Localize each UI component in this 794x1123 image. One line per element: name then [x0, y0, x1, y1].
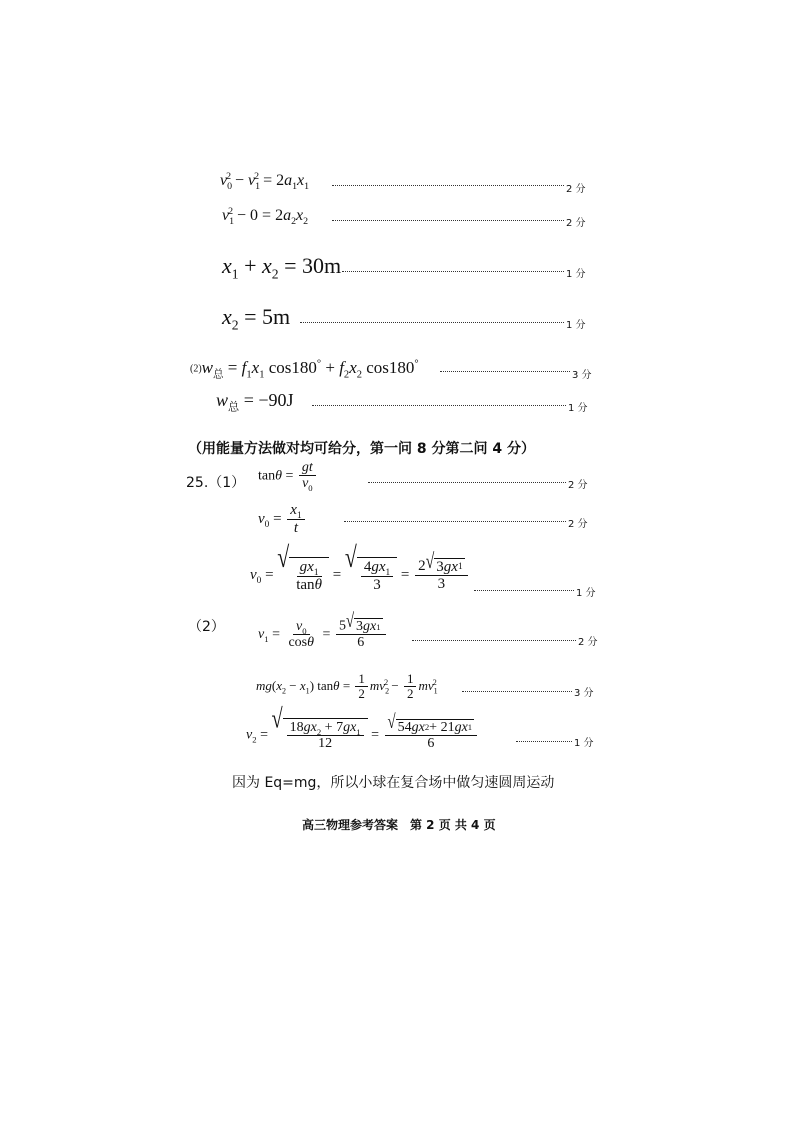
- dotted-leader: [300, 322, 564, 323]
- equation-1: $v_0^2 - v_1^2 = 2a_1x_1$: [220, 170, 310, 193]
- score-label: 3 分: [574, 688, 594, 699]
- equation-25a: tanθ = $\frac{gt}{v_0}$: [258, 460, 318, 492]
- score-label: 2 分: [578, 637, 598, 648]
- dotted-leader: [332, 185, 564, 186]
- dotted-leader: [342, 271, 564, 272]
- part-label: (2): [190, 363, 202, 375]
- score-label: 1 分: [566, 320, 586, 331]
- score-label: 2 分: [566, 184, 586, 195]
- score-label: 1 分: [574, 738, 594, 749]
- subscript-total: 总: [228, 400, 240, 414]
- part-label: （2）: [188, 619, 225, 635]
- equation-6: $w_总 = -90J$: [216, 390, 294, 414]
- dotted-leader: [440, 371, 570, 372]
- score-label: 1 分: [576, 588, 596, 599]
- page-footer: 高三物理参考答案 第 2 页 共 4 页: [302, 818, 496, 832]
- score-label: 2 分: [566, 218, 586, 229]
- dotted-leader: [344, 521, 566, 522]
- equation-25b: $v_0$ = $\frac{x_1}{t}$: [258, 502, 307, 537]
- equation-25c: $v_0$ = √ $\frac{gx_1}{\tan\theta}$ = √ $\frac{4gx_1}{3}$ = 2 √ 3 gx 1 3: [250, 557, 470, 594]
- equation-5: $(2)w_总 = f_1x_1$ $\cos 180^\circ + f_2x_2$ cos180°: [190, 358, 419, 381]
- conclusion-text: 因为 Eq=mg，所以小球在复合场中做匀速圆周运动: [232, 775, 555, 791]
- equation-25e: $mg(x_2 - x_1) \tan\theta$ = $\frac{1}{2}$ $mv_2^2$ − $\frac{1}{2}$ $mv_1^2$: [256, 671, 438, 702]
- equation-25d: $v_1$ = $\frac{v_0}{\cos\theta}$ = 5 √ 3 gx 1 6: [258, 618, 388, 651]
- dotted-leader: [312, 405, 566, 406]
- subscript-total: 总: [213, 368, 224, 381]
- equation-2: $v_1^2 - 0 = 2a_2x_2$: [222, 205, 309, 228]
- score-label: 2 分: [568, 519, 588, 530]
- score-label: 3 分: [572, 370, 592, 381]
- equation-25f: $v_2$ = √ $\frac{18gx_2 + 7gx_1}{12}$ = √ 54 gx 2 + 21 gx 1 6: [246, 718, 479, 752]
- dotted-leader: [516, 741, 572, 742]
- score-label: 1 分: [568, 403, 588, 414]
- dotted-leader: [368, 482, 566, 483]
- dotted-leader: [474, 590, 574, 591]
- dotted-leader: [412, 640, 576, 641]
- score-label: 1 分: [566, 269, 586, 280]
- score-label: 2 分: [568, 480, 588, 491]
- dotted-leader: [462, 691, 572, 692]
- grading-note: （用能量方法做对均可给分，第一问 8 分第二问 4 分）: [188, 441, 535, 457]
- equation-4: $x_2 = 5m$: [222, 304, 291, 333]
- question-number: 25.（1）: [186, 475, 246, 491]
- equation-3: $x_1 + x_2 = 30m$: [222, 253, 342, 282]
- dotted-leader: [332, 220, 564, 221]
